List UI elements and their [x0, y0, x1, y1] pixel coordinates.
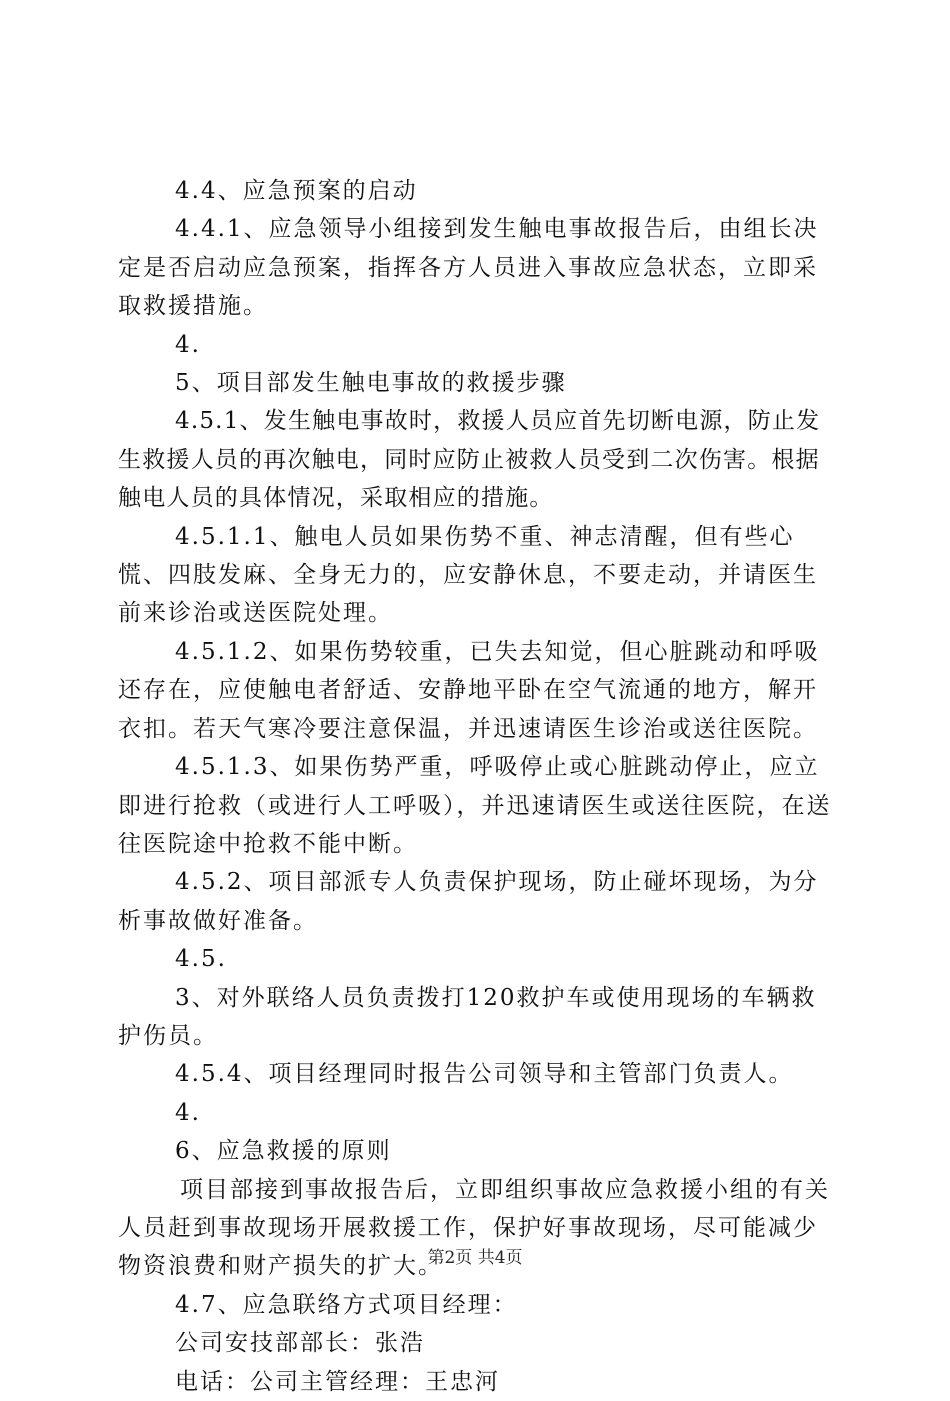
- section-heading: 4.4、应急预案的启动: [175, 178, 418, 204]
- contact-line: 电话：公司主管经理：王忠河: [175, 1368, 500, 1395]
- paragraph: 4.5.1.2、如果伤势较重，已失去知觉，但心脏跳动和呼吸还存在，应使触电者舒适、安静地平卧在空气流通的地方，解开衣扣。若天气寒冷要注意保温，并迅速请医生诊治或送往医院。: [118, 638, 820, 742]
- paragraph: 4.5.: [175, 946, 227, 973]
- paragraph: 4.5.4、项目经理同时报告公司领导和主管部门负责人。: [175, 1061, 794, 1088]
- paragraph: 项目部接到事故报告后，立即组织事故应急救援小组的有关人员赶到事故现场开展救援工作，保护好事故现场，尽可能减少物资浪费和财产损失的扩大。: [118, 1176, 830, 1280]
- paragraph: 4.: [175, 1099, 201, 1126]
- section-heading: 6、应急救援的原则: [175, 1138, 392, 1165]
- contact-line: 公司安技部部长：张浩: [175, 1330, 425, 1357]
- paragraph: 4.5.2、项目部派专人负责保护现场，防止碰坏现场，为分析事故做好准备。: [118, 869, 819, 934]
- paragraph: 4.: [175, 331, 201, 358]
- paragraph: 4.5.1.1、触电人员如果伤势不重、神志清醒，但有些心慌、四肢发麻、全身无力的，应安静休息，不要走动，并请医生前来诊治或送医院处理。: [118, 523, 818, 627]
- paragraph: 4.7、应急联络方式项目经理：: [175, 1291, 518, 1318]
- paragraph: 4.4.1、应急领导小组接到发生触电事故报告后，由组长决定是否启动应急预案，指挥各方人员进入事故应急状态，立即采取救援措施。: [118, 216, 819, 320]
- paragraph: 3、对外联络人员负责拨打120救护车或使用现场的车辆救护伤员。: [118, 984, 817, 1049]
- section-heading: 5、项目部发生触电事故的救援步骤: [175, 370, 567, 397]
- paragraph: 4.5.1、发生触电事故时，救援人员应首先切断电源，防止发生救援人员的再次触电，同时应防止被救人员受到二次伤害。根据触电人员的具体情况，采取相应的措施。: [118, 408, 821, 512]
- page-number: 第2页 共4页: [427, 1248, 523, 1268]
- document-body: [118, 172, 840, 1401]
- paragraph: 4.5.1.3、如果伤势严重，呼吸停止或心脏跳动停止，应立即进行抢救（或进行人工呼吸），并迅速请医生或送往医院，在送往医院途中抢救不能中断。: [118, 754, 832, 857]
